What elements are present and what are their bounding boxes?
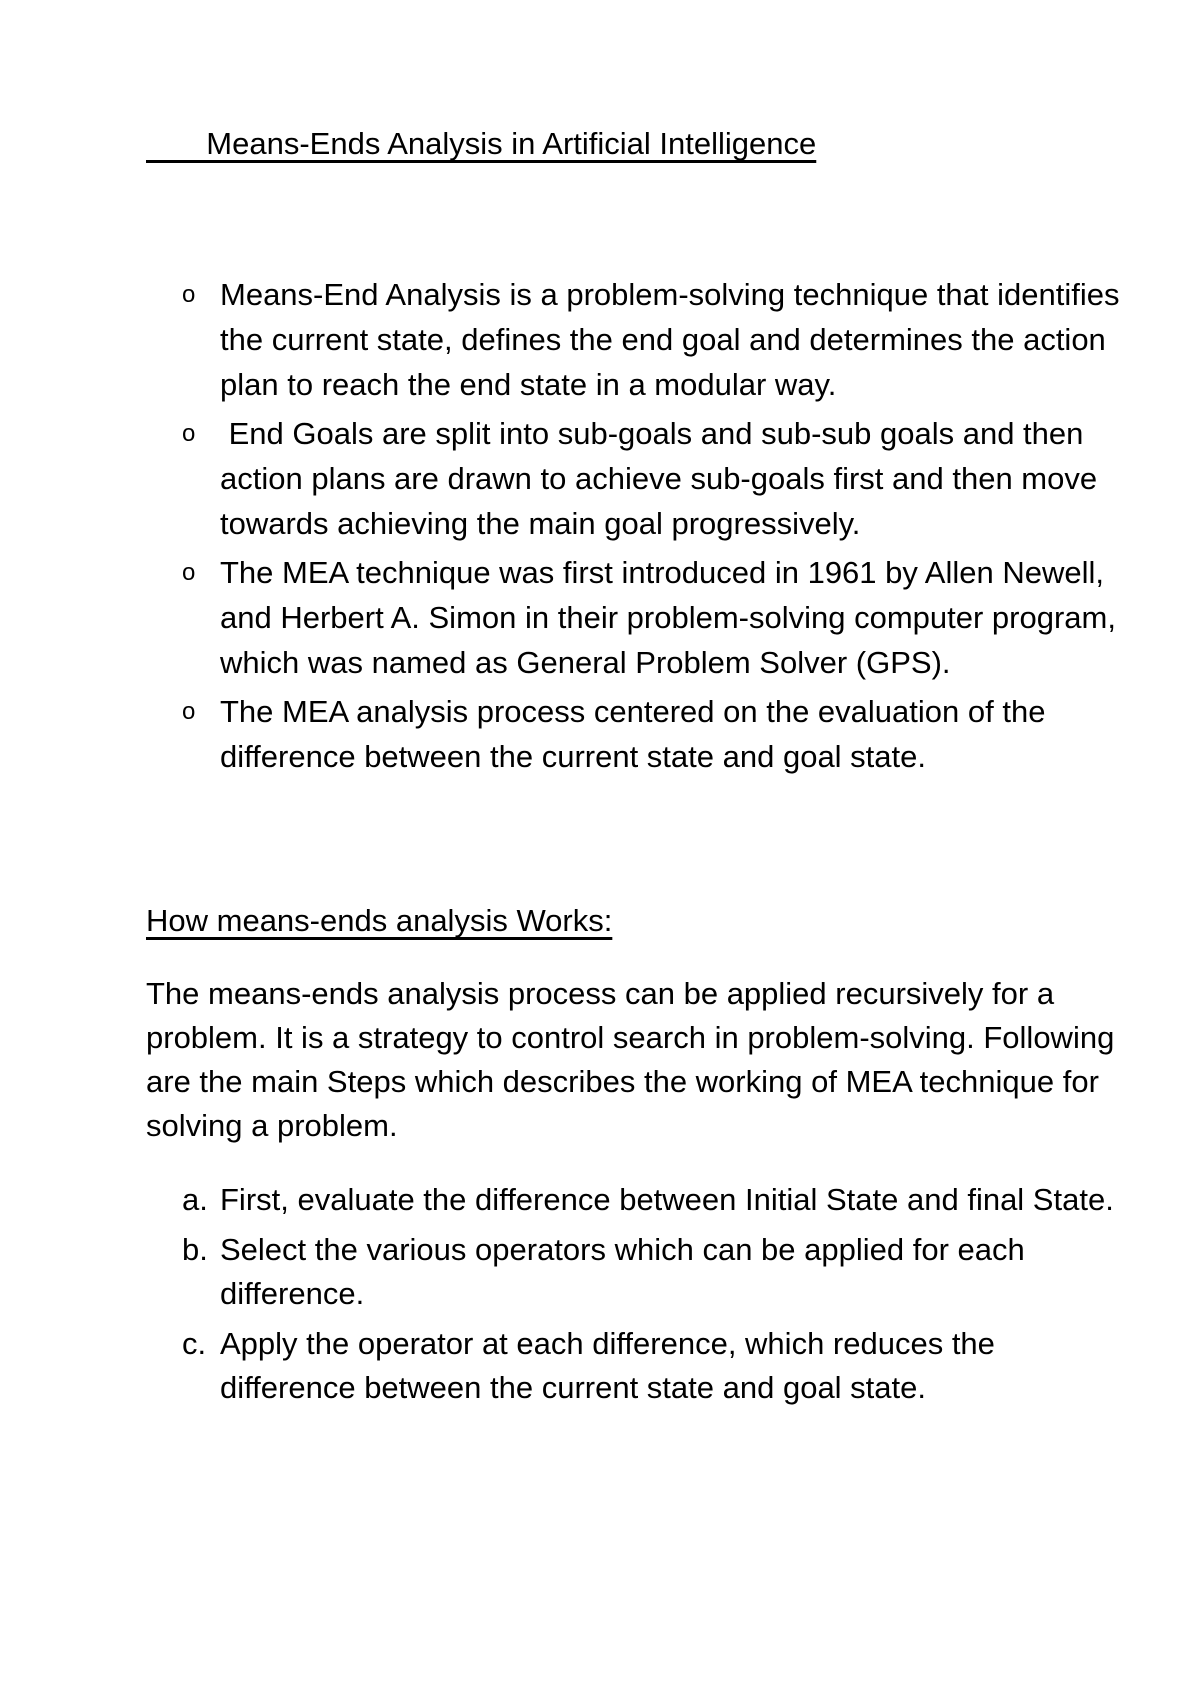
bullet-text: The MEA analysis process centered on the evaluation of the difference between the current state and goal state. <box>220 694 1046 774</box>
step-item <box>182 1322 1122 1410</box>
bullet-item <box>182 411 1142 546</box>
bullet-text: Means-End Analysis is a problem-solving technique that identifies the current state, defines the end goal and determines the action plan to reach the end state in a modular way. <box>220 277 1120 402</box>
bullet-item <box>182 689 1142 779</box>
bullet-item <box>182 272 1142 407</box>
step-text: Select the various operators which can be applied for each difference. <box>220 1232 1025 1311</box>
step-marker: a. <box>182 1182 208 1217</box>
hollow-circle-bullet-icon: o <box>182 698 196 725</box>
step-text: Apply the operator at each difference, which reduces the difference between the current state and goal state. <box>220 1326 995 1405</box>
bullet-text: End Goals are split into sub-goals and sub-sub goals and then action plans are drawn to achieve sub-goals first and then move towards achieving the main goal progressively. <box>220 416 1106 541</box>
step-marker: b. <box>182 1232 208 1267</box>
hollow-circle-bullet-icon: o <box>182 281 196 308</box>
bullet-text: The MEA technique was first introduced in 1961 by Allen Newell, and Herbert A. Simon in their problem-solving computer program, which was named as General Problem Solver (GPS). <box>220 555 1116 680</box>
step-item <box>182 1178 1122 1222</box>
bullet-list <box>182 272 1142 783</box>
bullet-item <box>182 550 1142 685</box>
step-text: First, evaluate the difference between Initial State and final State. <box>220 1182 1114 1217</box>
hollow-circle-bullet-icon: o <box>182 420 196 447</box>
section-heading: How means-ends analysis Works: <box>146 903 613 938</box>
document-title: Means-Ends Analysis in Artificial Intelligence <box>146 126 817 161</box>
step-list <box>182 1178 1122 1416</box>
step-marker: c. <box>182 1326 207 1361</box>
hollow-circle-bullet-icon: o <box>182 559 196 586</box>
body-paragraph: The means-ends analysis process can be applied recursively for a problem. It is a strategy to control search in problem-solving. Following are the main Steps which describes the working of MEA technique for solving a problem. <box>146 976 1115 1143</box>
step-item <box>182 1228 1122 1316</box>
